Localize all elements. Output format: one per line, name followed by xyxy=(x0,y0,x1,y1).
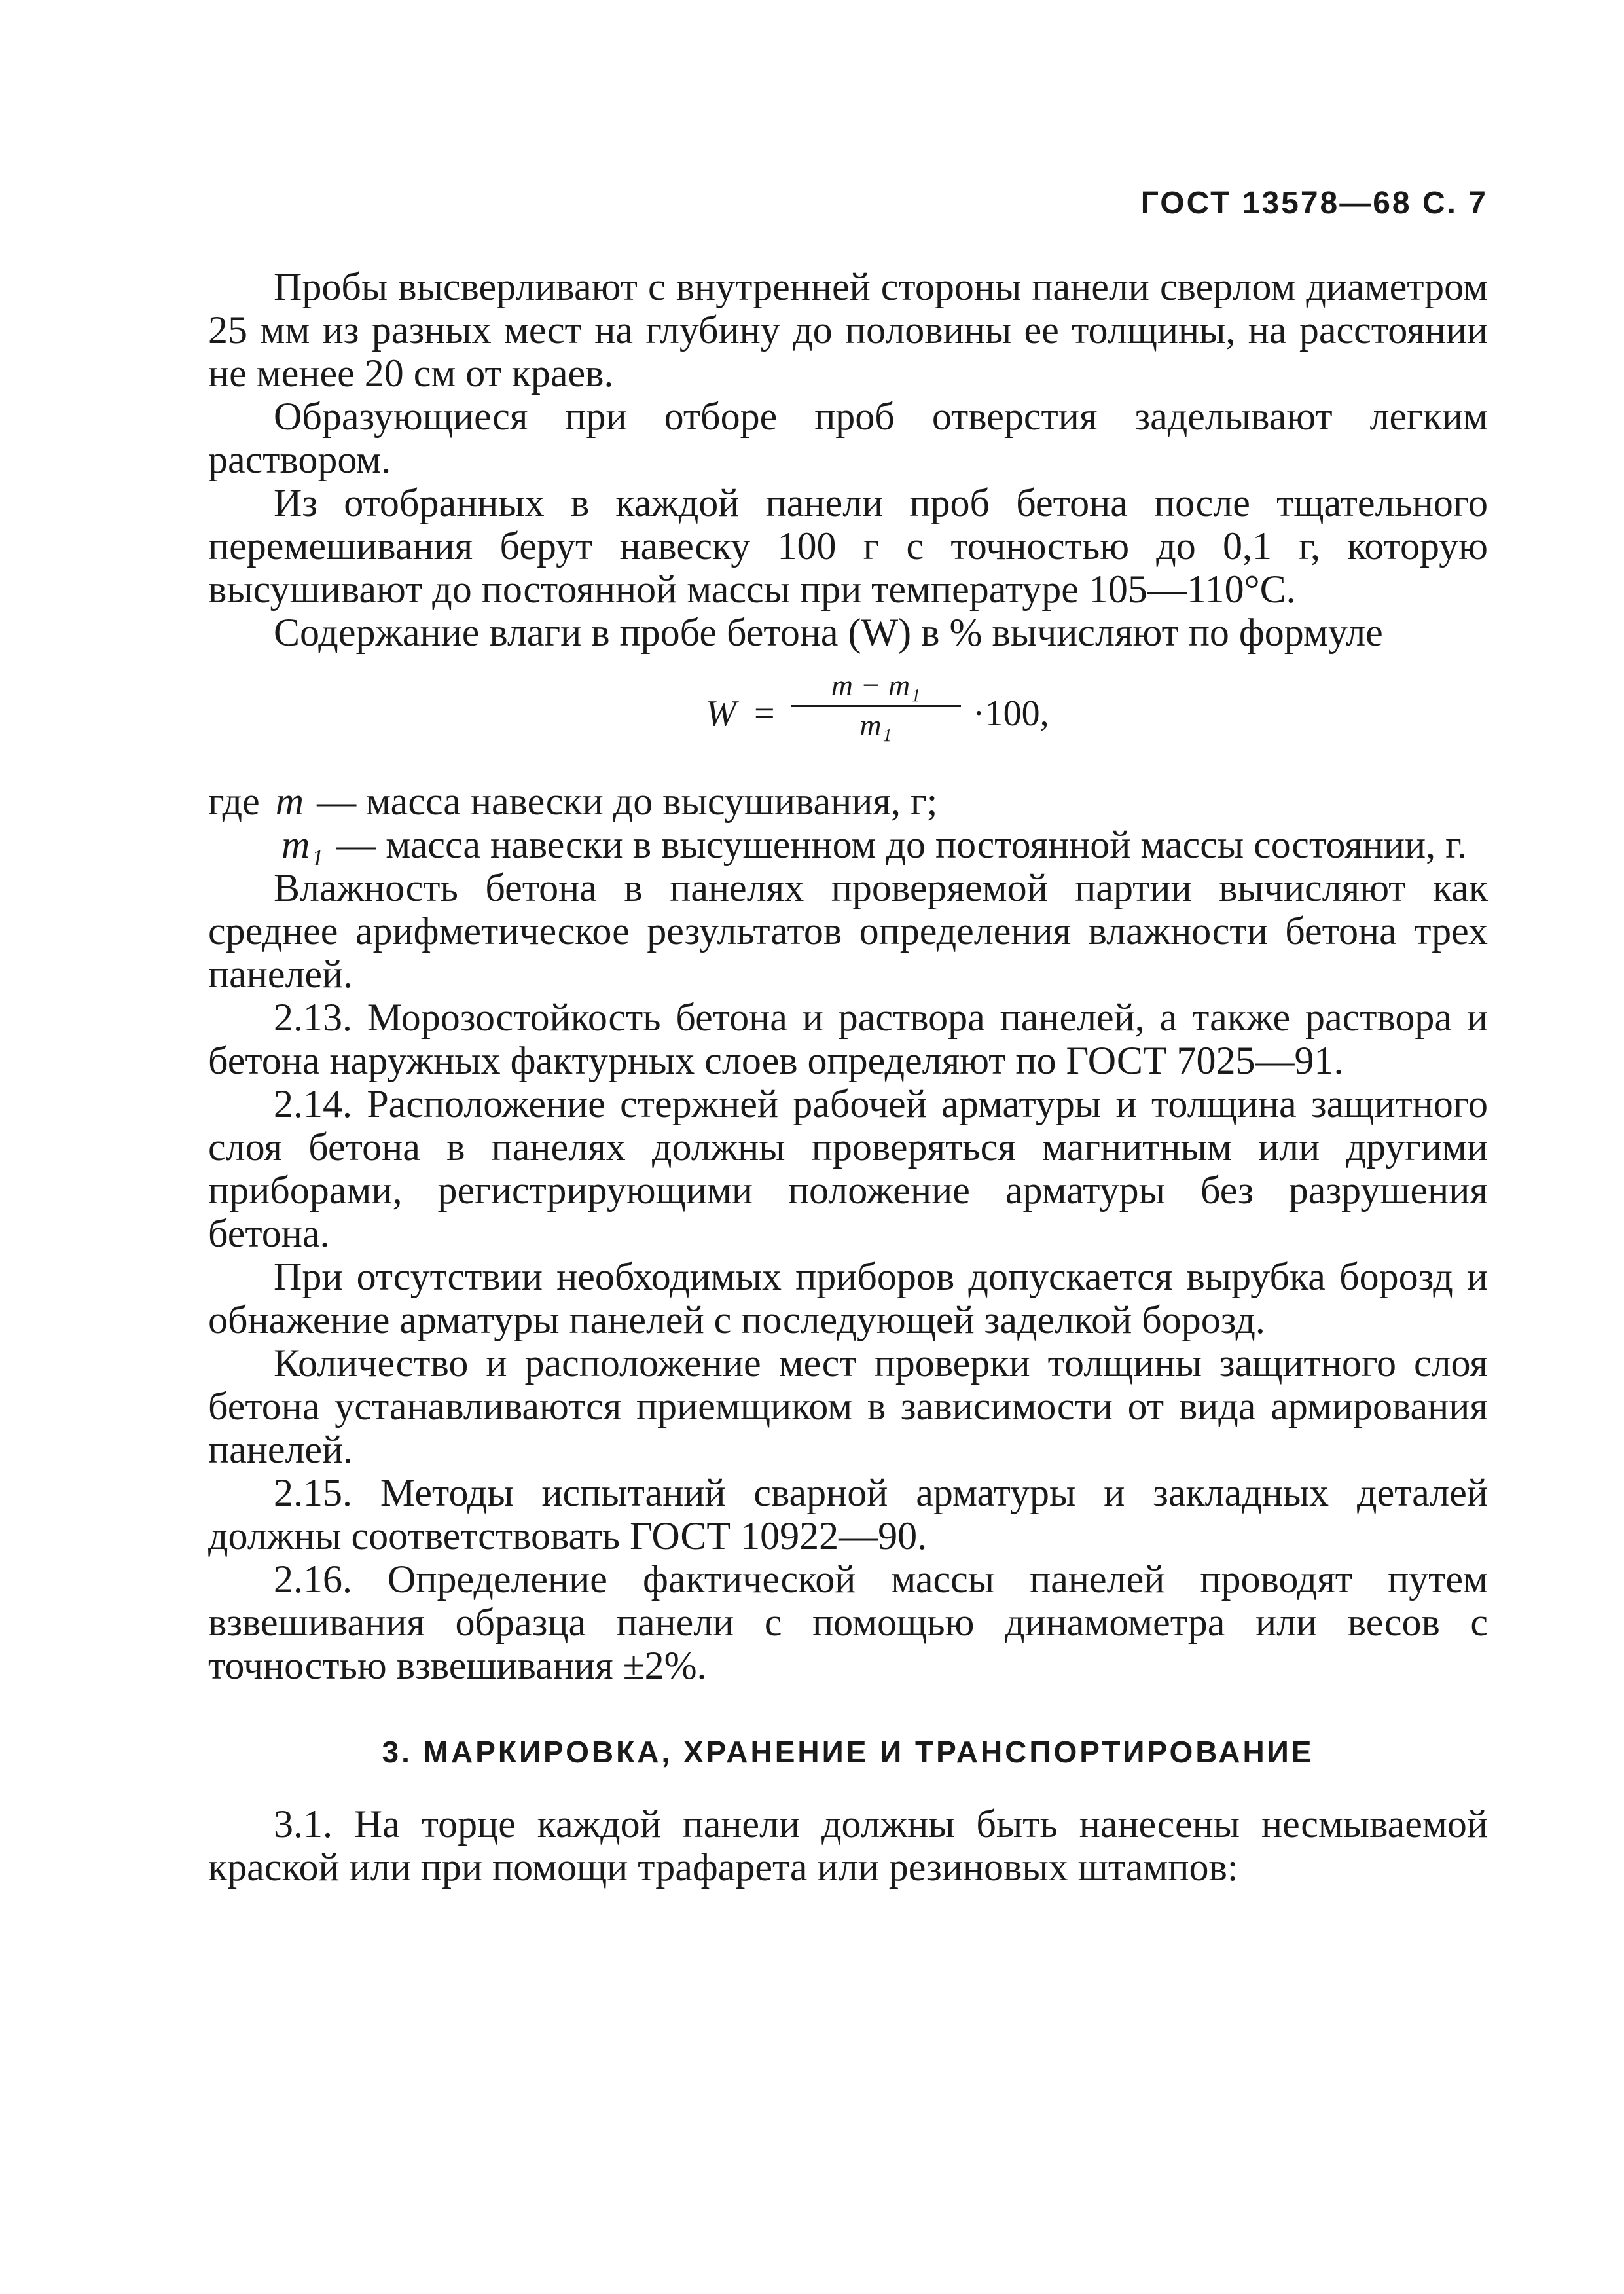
formula-numerator: m − m₁ xyxy=(791,667,961,707)
paragraph: Влажность бетона в панелях проверяемой партии вычисляют как среднее арифметическое результатов определения влажности бетона трех панелей. xyxy=(208,866,1488,996)
formula-rhs: ·100, xyxy=(973,693,1049,734)
paragraph: Пробы высверливают с внутренней стороны панели сверлом диаметром 25 мм из разных мест на глубину до половины ее толщины, на расстоянии не менее 20 см от краев. xyxy=(208,265,1488,395)
section-heading: 3. МАРКИРОВКА, ХРАНЕНИЕ И ТРАНСПОРТИРОВАНИЕ xyxy=(382,1735,1314,1769)
definition-text: — масса навески до высушивания, г; xyxy=(317,780,938,823)
formula-fraction xyxy=(791,667,961,744)
definition-lead: где xyxy=(208,780,260,823)
moisture-formula xyxy=(208,667,1488,765)
paragraph: При отсутствии необходимых приборов допускается вырубка борозд и обнажение арматуры панелей с последующей заделкой борозд. xyxy=(208,1255,1488,1341)
paragraph: Образующиеся при отборе проб отверстия заделывают легким раствором. xyxy=(208,395,1488,481)
formula-definitions xyxy=(208,780,1488,866)
paragraph: Содержание влаги в пробе бетона (W) в % вычисляют по формуле xyxy=(274,611,1383,654)
definition-symbol: m xyxy=(275,780,304,823)
paragraph: 2.15. Методы испытаний сварной арматуры и закладных деталей должны соответствовать ГОСТ 10922—90. xyxy=(208,1471,1488,1557)
formula-equals: = xyxy=(754,693,775,734)
running-header: ГОСТ 13578—68 С. 7 xyxy=(1140,186,1488,221)
paragraph: 3.1. На торце каждой панели должны быть нанесены несмываемой краской или при помощи трафарета или резиновых штампов: xyxy=(208,1802,1488,1889)
definition-symbol: m₁ xyxy=(281,823,324,866)
paragraph: 2.13. Морозостойкость бетона и раствора панелей, а также раствора и бетона наружных фактурных слоев определяют по ГОСТ 7025—91. xyxy=(208,996,1488,1082)
paragraph: 2.14. Расположение стержней рабочей арматуры и толщина защитного слоя бетона в панелях должны проверяться магнитным или другими приборами, регистрирующими положение арматуры без разрушения бетона. xyxy=(208,1082,1488,1255)
definition-row xyxy=(208,823,1488,866)
paragraph: 2.16. Определение фактической массы панелей проводят путем взвешивания образца панели с помощью динамометра или весов с точностью взвешивания ±2%. xyxy=(208,1557,1488,1687)
definition-row xyxy=(208,780,1488,823)
paragraph: Количество и расположение мест проверки толщины защитного слоя бетона устанавливаются приемщиком в зависимости от вида армирования панелей. xyxy=(208,1341,1488,1471)
formula-lhs: W xyxy=(706,693,736,734)
page-body xyxy=(208,265,1488,1889)
definition-text: — масса навески в высушенном до постоянной массы состоянии, г. xyxy=(336,823,1467,866)
formula-denominator: m₁ xyxy=(859,708,892,742)
paragraph: Из отобранных в каждой панели проб бетона после тщательного перемешивания берут навеску 100 г с точностью до 0,1 г, которую высушивают до постоянной массы при температуре 105—110°С. xyxy=(208,481,1488,611)
